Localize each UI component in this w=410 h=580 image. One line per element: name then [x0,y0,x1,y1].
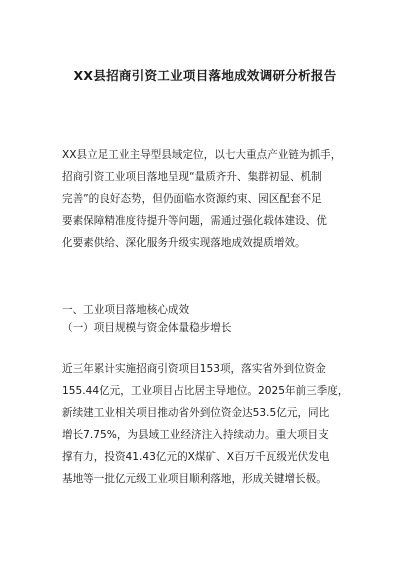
intro-line: 化要素供给、深化服务升级实现落地成效提质增效。 [62,237,306,249]
intro-paragraph [62,144,362,254]
body-line: 近三年累计实施招商引资项目153项，落实省外到位资金 [62,363,326,375]
intro-line: 要素保障精准度待提升等问题，需通过强化载体建设、优 [62,215,327,227]
body-line: 增长7.75%，为县域工业经济注入持续动力。重大项目支 [62,429,329,441]
intro-line: 招商引资工业项目落地呈现“量质齐升、集群初显、机制 [62,171,322,183]
body-line: 新续建工业相关项目推动省外到位资金达53.5亿元，同比 [62,407,330,419]
intro-line: 完善”的良好态势，但仍面临水资源约束、园区配套不足 [62,193,322,205]
body-paragraph [62,358,362,490]
intro-line: XX县立足工业主导型县域定位，以七大重点产业链为抓手， [62,149,342,161]
section-heading: 一、工业项目落地核心成效 [62,304,190,316]
report-title: XX县招商引资工业项目落地成效调研分析报告 [73,68,337,83]
body-line: 基地等一批亿元级工业项目顺利落地，形成关键增长极。 [62,473,327,485]
body-line: 撑有力，投资41.43亿元的X煤矿、X百万千瓦级光伏发电 [62,451,330,463]
subsection-heading: （一）项目规模与资金体量稳步增长 [62,322,232,334]
body-line: 155.44亿元，工业项目占比居主导地位。2025年前三季度， [62,385,349,397]
